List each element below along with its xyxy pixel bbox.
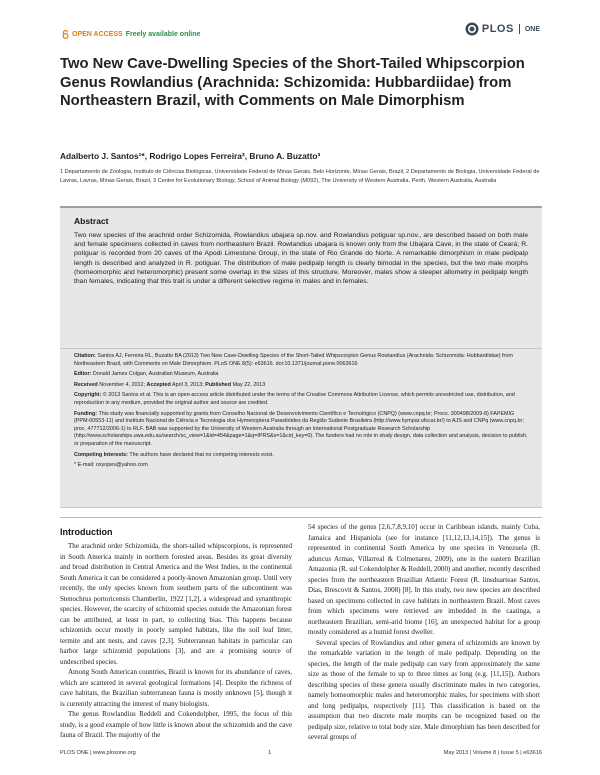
introduction-heading: Introduction: [60, 527, 113, 537]
abstract-heading: Abstract: [74, 216, 109, 226]
open-access-banner: [62, 30, 200, 39]
paragraph: Among South American countries, Brazil is known for its abundance of caves, which are scattered in several geological formations [4]. Despite the richness of cave habitats, the Brazilian subterranean fauna is mostly unknown [5], though it is currently attracting the interest of many biologists.: [60, 668, 292, 708]
open-access-lock-icon: [62, 30, 69, 39]
logo-text: PLOS: [481, 23, 514, 35]
open-access-label: OPEN ACCESS: [72, 31, 123, 38]
paragraph: 54 species of the genus [2,6,7,8,9,10] occur in Caribbean islands, mainly Cuba, Jamaica and Hispaniola (see for instance [11,12,13,14,15]). The genus is represented in continental South America by one species in Venezuela (R. aduncus Armas, Villarreal & Colmenares, 2009), one in the eastern Brazilian Amazonia (R. sul Cokendolpher & Reddell, 2000) and another, recently described species from the northeastern Brazilian Atlantic Forest (R. linsduarteae Santos, Dias, Brescovit & Santos, 2008) [8]. In this study, two new species are described based on specimens collected in cave habitats in northeastern Brazil. Most caves from which specimens were retrieved are imbedded in the caatinga, a northeastern Brazilian, semi-arid biome [16], an unexpected habitat for a group mostly considered as a humid forest dweller.: [308, 523, 540, 636]
copyright: Copyright: © 2013 Santos et al. This is an open-access article distributed under the terms of the Creative Commons Attribution License, which permits unrestricted use, distribution, and reproduction in any medium, provided the original author and source are credited.: [74, 392, 515, 406]
logo-divider: [519, 24, 520, 34]
abstract-text: Two new species of the arachnid order Schizomida, Rowlandius ubajara sp.nov. and Rowlandius potiguar sp.nov., are described based on both male and female specimens collected in caves from northeastern Brazil. Rowlandius ubajara is known only from the Ubajara Cave, in the state of Ceará; R. potiguar is recorded from 20 caves of the Apodi Limestone Group, in the state of Rio Grande do Norte. A remarkable dimorphism in male pedipalp length is described and analyzed in R. potiguar. The distribution of male pedipalp length is clearly bimodal in the species, but the two male morphs (homeomorphic and heteromorphic) present some overlap in the sizes of this structure. Moreover, males show a steeper allometry in pedipalp length than females, indicating that this trait is under a different selective regime in males and in females.: [74, 232, 528, 286]
contact-email[interactable]: * E-mail: oxyopes@yahoo.com: [74, 462, 148, 469]
paragraph: The arachnid order Schizomida, the short-tailed whipscorpions, is represented in South America mainly in northern forested areas. Besides its great diversity and broad distribution in Central America and the West Indies, in the continental South America it can be considered a poorly-known Amazonian group. Until very recently, the only species known from southern parts of the subcontinent was Stenochrus portoricensis Chamberlin, 1922 [1,2], a widespread and synanthropic species. However, the scarcity of schizomid species outside the Amazonian forest can be attributed, at least in part, to collecting bias. This happens because schizomids occur mostly in poorly sampled habitats, like the soil leaf litter, termite and ant nests, and caves [2,3]. Subterranean habitats in particular can harbor large schizomid populations [3], and are a promising source of undescribed species.: [60, 542, 292, 666]
page-number: 1: [268, 750, 272, 756]
body-column-right: [308, 522, 540, 743]
author-list: Adalberto J. Santos¹*, Rodrigo Lopes Ferreira², Bruno A. Buzatto³: [60, 151, 321, 161]
paragraph: The genus Rowlandius Reddell and Cokendolpher, 1995, the focus of this study, is a good example of how little is known about the schizomids and the cave fauna of Brazil. The majority of the: [60, 710, 292, 739]
plos-logo-icon: [465, 22, 479, 36]
funding: Funding: This study was financially supported by grants from Conselho Nacional de Desenvolvimento Científico e Tecnológico (CNPQ) (www.cnpq.br; Procs. 300498/2009-8) FAPEMIG (PPM-00553-11) and Instituto Nacional de Ciência e Tecnologia dos Hymenoptera Parasitóides da Região Sudeste Brasileira (http://www.hympar.ufscar.br/) to AJS and CNPq (www.cnpq.br; proc. 477712/2006-1) to RLF. BAB was supported by the University of Western Australia through an International Postgraduate Research Scholarship (http://www.scholarships.uwa.edu.au/search/sc_view=1&id=454&page=1&q=IPRS&s=1&cid_key=0). The funders had no role in study design, data collection and analysis, decision to publish, or preparation of the manuscript.: [74, 410, 528, 447]
article-info: [60, 348, 542, 474]
page-footer: [60, 750, 542, 756]
abstract-box: [60, 206, 542, 508]
article-title: Two New Cave-Dwelling Species of the Short-Tailed Whipscorpion Genus Rowlandius (Arachnida: Schizomida: Hubbardiidae) from Northeastern Brazil, with Comments on Male Dimorphism: [60, 56, 525, 109]
paragraph: Several species of Rowlandius and other genera of schizomids are known by the remarkable variation in the length of male pedipalp. Depending on the species, the length of the male pedipalp can vary from approximately the same size as those of the female to up to three times as long (e.g. [11,15]). Authors describing species of these genera usually discriminate males in two categories, namely homeomorphic males and heteromorphic males, for specimens with short and long pedipalps, respectively [11]. This classification is based on the assumption that two discrete male morphs can be recognized based on the pedipalp size, relative to total body size. Male dimorphism has been described for several groups of: [308, 638, 540, 741]
footer-journal[interactable]: PLOS ONE | www.plosone.org: [60, 750, 136, 756]
competing-interests: Competing Interests: The authors have declared that no competing interests exist.: [74, 451, 274, 458]
section-divider: [60, 517, 542, 518]
logo-subtext: ONE: [524, 25, 540, 33]
footer-issue: May 2013 | Volume 8 | Issue 5 | e63616: [443, 750, 542, 756]
editor: Editor: Donald James Colgan, Australian Museum, Australia: [74, 371, 219, 378]
body-column-left: [60, 541, 292, 741]
dates: Received November 4, 2012; Accepted April 3, 2013; Published May 22, 2013: [74, 381, 266, 388]
affiliations: 1 Departamento de Zoologia, Instituto de Ciências Biológicas, Universidade Federal de Minas Gerais, Belo Horizonte, Minas Gerais, Brazil, 2 Departamento de Biologia, Universidade Federal de Lavras, Lavras, Minas Gerais, Brazil, 3 Centre for Evolutionary Biology, School of Animal Biology (M092), The University of Western Australia, Perth, Western Australia, Australia: [60, 169, 540, 184]
citation: Citation: Santos AJ, Ferreira RL, Buzatto BA (2013) Two New Cave-Dwelling Species of the Short-Tailed Whipscorpion Genus Rowlandius (Arachnida: Schizomida: Hubbardiidae) from Northeastern Brazil, with Comments on Male Dimorphism. PLoS ONE 8(5): e63616. doi:10.1371/journal.pone.0063616: [74, 353, 513, 367]
freely-available-text: Freely available online: [125, 31, 201, 38]
plos-one-logo: [465, 22, 540, 36]
